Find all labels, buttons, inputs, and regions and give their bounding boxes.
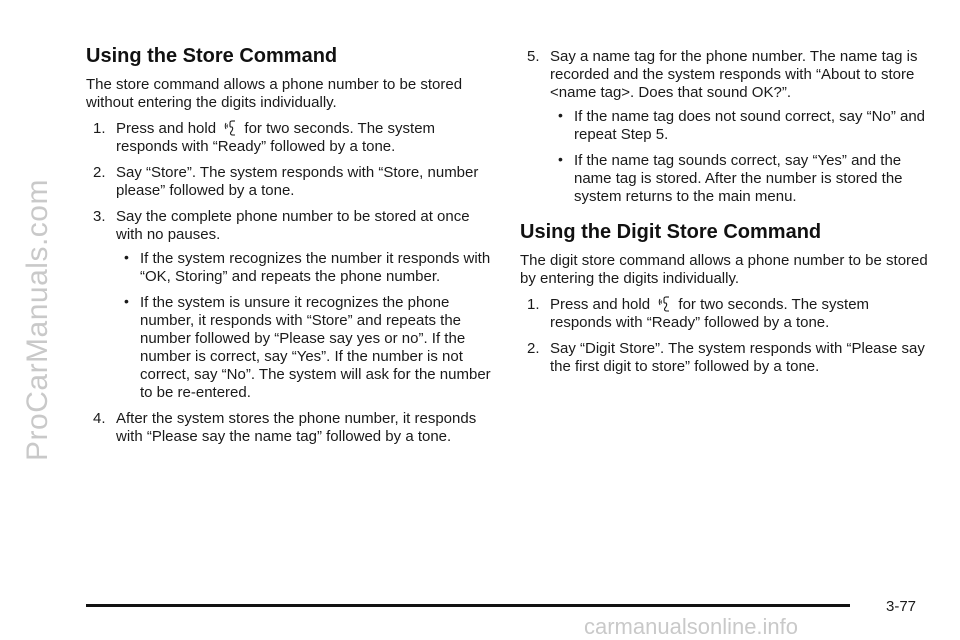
bullet-text: If the system recognizes the number it responds with “OK, Storing” and repeats the phone number. (140, 250, 491, 285)
step-text: Say the complete phone number to be stored at once with no pauses. (116, 208, 470, 243)
step-number: 3. (93, 208, 106, 225)
step-number: 2. (527, 340, 540, 357)
store-step-5-bullets (550, 108, 930, 206)
bullet-text: If the system is unsure it recognizes the phone number, it responds with “Store” and repeats the number followed by “Please say yes or no”. If the number is correct, say “Yes”. If the number is not correct, say “No”. The system will ask for the number to be re-entered. (140, 294, 491, 401)
digit-store-step-1 (520, 296, 930, 332)
bullet-icon: • (124, 293, 129, 309)
bullet-icon: • (558, 107, 563, 123)
digit-store-intro: The digit store command allows a phone number to be stored by entering the digits individually. (520, 252, 928, 287)
bullet-item (550, 152, 930, 206)
store-step-4 (86, 410, 496, 446)
digit-store-steps-list (520, 296, 930, 376)
step-number: 1. (93, 120, 106, 137)
step-number: 5. (527, 48, 540, 65)
bullet-item (550, 108, 930, 144)
phone-voice-icon (224, 120, 238, 136)
store-step-5 (520, 48, 930, 206)
bullet-item (116, 250, 496, 286)
bullet-icon: • (558, 151, 563, 167)
store-step-2 (86, 164, 496, 200)
store-steps-list (86, 120, 496, 446)
watermark-bottom: carmanualsonline.info (584, 614, 799, 639)
step-text: Say “Digit Store”. The system responds with “Please say the first digit to store” followed by a tone. (550, 340, 925, 375)
bullet-item (116, 294, 496, 402)
store-steps-continued (520, 48, 930, 206)
step-text-before: Press and hold (116, 120, 217, 137)
watermark-side-text: ProCarManuals.com (21, 179, 54, 461)
bullet-icon: • (124, 249, 129, 265)
page-number: 3-77 (886, 598, 917, 615)
step-text-after: for two seconds. The system responds with “Ready” followed by a tone. (550, 296, 870, 331)
step-number: 1. (527, 296, 540, 313)
digit-store-step-2 (520, 340, 930, 376)
phone-voice-icon (658, 296, 672, 312)
store-command-heading: Using the Store Command (86, 45, 338, 67)
step-text-after: for two seconds. The system responds with “Ready” followed by a tone. (116, 120, 436, 155)
footer-rule (86, 604, 850, 607)
step-number: 2. (93, 164, 106, 181)
digit-store-heading: Using the Digit Store Command (520, 221, 822, 243)
left-column (86, 44, 496, 454)
store-command-intro: The store command allows a phone number to be stored without entering the digits individually. (86, 76, 463, 111)
right-column (520, 48, 930, 384)
step-text-before: Press and hold (550, 296, 651, 313)
store-step-3 (86, 208, 496, 402)
bullet-text: If the name tag sounds correct, say “Yes” and the name tag is stored. After the number is stored the system returns to the main menu. (574, 152, 903, 205)
store-step-1 (86, 120, 496, 156)
step-text: Say “Store”. The system responds with “Store, number please” followed by a tone. (116, 164, 479, 199)
watermark-side (8, 120, 68, 520)
step-text: After the system stores the phone number, it responds with “Please say the name tag” followed by a tone. (116, 410, 477, 445)
bullet-text: If the name tag does not sound correct, say “No” and repeat Step 5. (574, 108, 926, 143)
step-text: Say a name tag for the phone number. The name tag is recorded and the system responds with “About to store <name tag>. Does that sound OK?”. (550, 48, 918, 101)
store-step-3-bullets (116, 250, 496, 402)
step-number: 4. (93, 410, 106, 427)
